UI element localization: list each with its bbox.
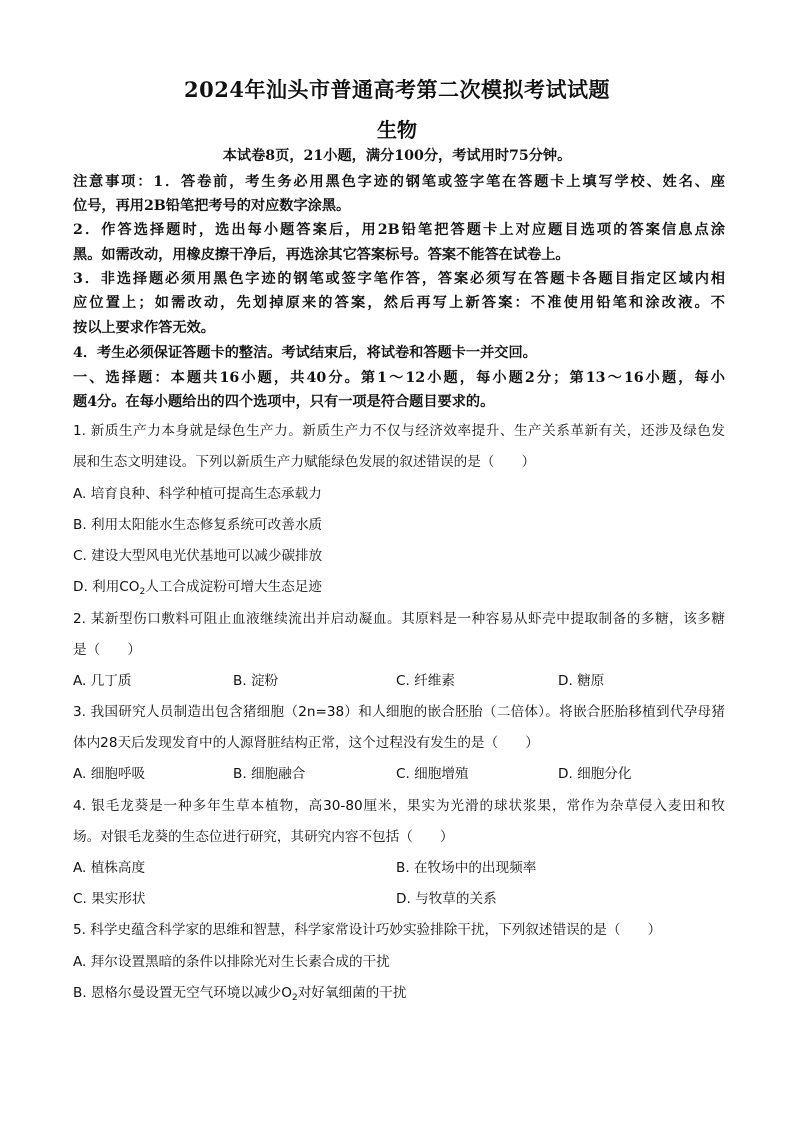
q3-option-b: B. 细胞融合 [233,766,306,782]
notes-line-8: 4．考生必须保证答题卡的整洁。考试结束后，将试卷和答题卡一并交回。 [73,345,537,361]
q1-option-a: A. 培育良种、科学种植可提高生态承载力 [73,486,322,502]
q1-option-d-text-end: 人工合成淀粉可增大生态足迹 [145,579,322,595]
q1-option-d [73,577,725,597]
q2-option-c: C. 纤维素 [396,673,455,689]
q2-stem-line-2: 是（ ） [73,642,141,658]
notes-line-5: 3．非选择题必须用黑色字迹的钢笔或签字笔作答，答案必须写在答题卡各题目指定区域内相 [73,271,725,287]
q4-option-d: D. 与牧草的关系 [396,891,497,907]
q5-option-b [73,983,725,1003]
notes-line-4: 黑。如需改动，用橡皮擦干净后，再选涂其它答案标号。答案不能答在试卷上。 [73,247,570,263]
exam-title: 2024年汕头市普通高考第二次模拟考试试题 [184,77,610,102]
q2-stem-line-1: 2. 某新型伤口敷料可阻止血液继续流出并启动凝血。其原料是一种容易从虾壳中提取制备的多糖，该多糖 [73,611,725,627]
q3-option-d: D. 细胞分化 [558,766,632,782]
q5-option-b-text: B. 恩格尔曼设置无空气环境以减少O [73,985,292,1001]
q3-stem-line-2: 体内28天后发现发育中的人源肾脏结构正常，这个过程没有发生的是（ ） [73,735,539,751]
q3-option-a: A. 细胞呼吸 [73,766,146,782]
q2-option-a: A. 几丁质 [73,673,132,689]
exam-info: 本试卷8页，21小题，满分100分，考试用时75分钟。 [222,148,572,164]
q5-option-b-text-end: 对好氧细菌的干扰 [297,985,407,1001]
q4-stem-line-1: 4. 银毛龙葵是一种多年生草本植物，高30-80厘米，果实为光滑的球状浆果，常作为杂草侵入麦田和牧 [73,798,725,814]
notes-line-3: 2．作答选择题时，选出每小题答案后，用2B铅笔把答题卡上对应题目选项的答案信息点涂 [73,222,725,238]
q5-stem-line-1: 5. 科学史蕴含科学家的思维和智慧，科学家常设计巧妙实验排除干扰，下列叙述错误的是（ ） [73,922,662,938]
q2-option-d: D. 糖原 [558,673,605,689]
q2-option-b: B. 淀粉 [233,673,279,689]
q1-option-b: B. 利用太阳能水生态修复系统可改善水质 [73,517,323,533]
notes-line-1: 注意事项：1．答卷前，考生务必用黑色字迹的钢笔或签字笔在答题卡上填写学校、姓名、座 [73,174,725,190]
q3-option-c: C. 细胞增殖 [396,766,469,782]
q4-stem-line-2: 场。对银毛龙葵的生态位进行研究，其研究内容不包括（ ） [73,829,454,845]
section-heading-line-1: 一、选择题：本题共16小题，共40分。第1～12小题，每小题2分；第13～16小题，每小 [73,370,725,386]
q4-option-c: C. 果实形状 [73,891,146,907]
q3-stem-line-1: 3. 我国研究人员制造出包含猪细胞（2n=38）和人细胞的嵌合胚胎（二倍体）。将嵌合胚胎移植到代孕母猪 [73,704,725,720]
q5-option-b-subscript: 2 [291,993,298,1003]
q1-option-d-subscript: 2 [139,587,146,597]
q5-option-a: A. 拜尔设置黑暗的条件以排除光对生长素合成的干扰 [73,954,390,970]
q1-stem-line-2: 展和生态文明建设。下列以新质生产力赋能绿色发展的叙述错误的是（ ） [73,454,536,470]
notes-line-2: 位号，再用2B铅笔把考号的对应数字涂黑。 [73,198,351,214]
q1-stem-line-1: 1. 新质生产力本身就是绿色生产力。新质生产力不仅与经济效率提升、生产关系革新有关，还涉及绿色发 [73,423,725,439]
q4-option-b: B. 在牧场中的出现频率 [396,860,537,876]
q1-option-d-text: D. 利用CO [73,579,140,595]
q1-option-c: C. 建设大型风电光伏基地可以减少碳排放 [73,548,323,564]
section-heading-line-2: 题4分。在每小题给出的四个选项中，只有一项是符合题目要求的。 [73,394,495,410]
notes-line-7: 按以上要求作答无效。 [73,320,215,336]
subject-title: 生物 [377,118,417,142]
q4-option-a: A. 植株高度 [73,860,146,876]
notes-line-6: 应位置上；如需改动，先划掉原来的答案，然后再写上新答案：不准使用铅笔和涂改液。不 [73,295,725,311]
